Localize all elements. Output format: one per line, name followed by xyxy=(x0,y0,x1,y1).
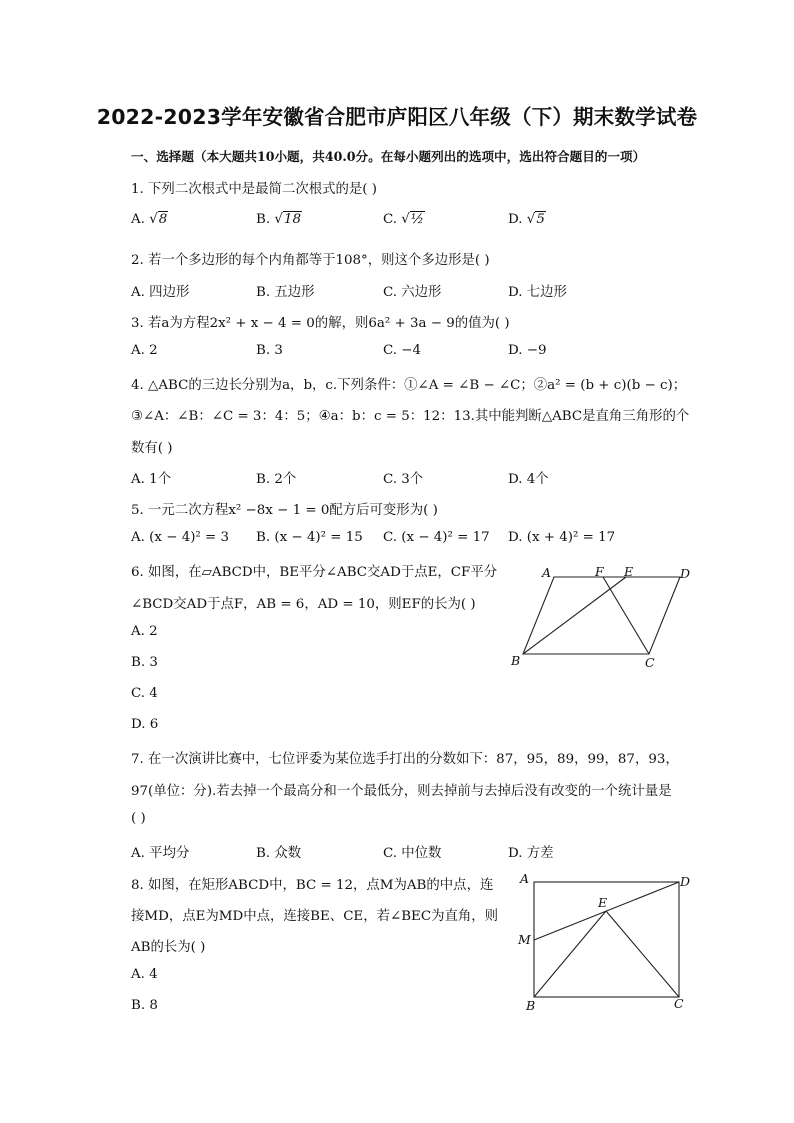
rectangle-figure xyxy=(512,870,712,1015)
q6-option-d: D. 6 xyxy=(131,717,159,732)
q4-option-b: B. 2个 xyxy=(256,472,297,487)
q3-option-a: A. 2 xyxy=(131,343,158,358)
question-7-line-2: 97(单位：分).若去掉一个最高分和一个最低分，则去掉前与去掉后没有改变的一个统计量是 xyxy=(131,784,672,799)
label-m: M xyxy=(518,932,531,947)
q1-option-c xyxy=(383,212,425,227)
q4-option-d: D. 4个 xyxy=(508,472,549,487)
label-a: A xyxy=(520,871,530,886)
question-4-line-2: ③∠A：∠B：∠C = 3：4：5；④a：b：c = 5：12：13.其中能判断△ABC是直角三角形的个 xyxy=(131,409,690,424)
question-4-line-1: 4. △ABC的三边长分别为a，b，c.下列条件：①∠A = ∠B − ∠C；②a² = (b + c)(b − c)； xyxy=(131,378,687,393)
label-a: A xyxy=(542,565,552,580)
q1-radicand-b: 18 xyxy=(283,212,301,227)
q5-option-c: C. (x − 4)² = 17 xyxy=(383,530,490,545)
q7-option-b: B. 众数 xyxy=(256,846,302,861)
q1-radicand-a: 8 xyxy=(158,212,168,227)
q3-option-c: C. −4 xyxy=(383,343,422,358)
question-1-stem: 1. 下列二次根式中是最简二次根式的是( ) xyxy=(131,182,377,197)
question-8-line-1: 8. 如图，在矩形ABCD中，BC = 12，点M为AB的中点，连 xyxy=(131,878,494,893)
label-b: B xyxy=(526,998,536,1013)
q4-option-c: C. 3个 xyxy=(383,472,424,487)
segment-cf xyxy=(603,577,649,654)
segment-ce xyxy=(606,911,679,997)
q6-option-c: C. 4 xyxy=(131,686,158,701)
question-6-line-2: ∠BCD交AD于点F，AB = 6，AD = 10，则EF的长为( ) xyxy=(131,597,476,612)
q1-option-b xyxy=(256,212,302,227)
q8-option-a: A. 4 xyxy=(131,967,158,982)
label-c: C xyxy=(645,655,655,670)
q1-option-a-label: A. xyxy=(131,212,145,227)
parallelogram-abcd xyxy=(523,577,680,654)
label-b: B xyxy=(511,653,521,668)
q7-option-a: A. 平均分 xyxy=(131,846,190,861)
q7-option-d: D. 方差 xyxy=(508,846,554,861)
q5-option-a: A. (x − 4)² = 3 xyxy=(131,530,230,545)
segment-be xyxy=(534,911,606,997)
sqrt-icon: √5 xyxy=(526,212,545,227)
page-title: 2022-2023学年安徽省合肥市庐阳区八年级（下）期末数学试卷 xyxy=(96,105,698,129)
label-d: D xyxy=(680,874,691,889)
q1-option-a xyxy=(131,212,168,227)
q1-radicand-d: 5 xyxy=(536,212,545,227)
q8-option-b: B. 8 xyxy=(131,998,158,1013)
q7-option-c: C. 中位数 xyxy=(383,846,442,861)
sqrt-icon: √½ xyxy=(401,212,424,227)
q1-option-d-label: D. xyxy=(508,212,523,227)
question-7-line-3: ( ) xyxy=(131,811,146,826)
sqrt-icon: √8 xyxy=(149,212,168,227)
q1-radicand-c: ½ xyxy=(410,212,424,227)
q1-option-d xyxy=(508,212,546,227)
question-7-line-1: 7. 在一次演讲比赛中，七位评委为某位选手打出的分数如下：87，95，89，99，87，93， xyxy=(131,752,679,767)
label-f: F xyxy=(595,564,604,579)
question-5-stem: 5. 一元二次方程x² −8x − 1 = 0配方后可变形为( ) xyxy=(131,503,438,518)
sqrt-icon: √18 xyxy=(274,212,301,227)
question-2-stem: 2. 若一个多边形的每个内角都等于108°，则这个多边形是( ) xyxy=(131,253,490,268)
q3-option-d: D. −9 xyxy=(508,343,547,358)
label-e: E xyxy=(598,895,608,910)
q1-option-c-label: C. xyxy=(383,212,398,227)
q6-option-b: B. 3 xyxy=(131,655,158,670)
label-e: E xyxy=(624,564,634,579)
question-8-line-3: AB的长为( ) xyxy=(131,940,206,955)
q1-option-b-label: B. xyxy=(256,212,271,227)
q2-option-c: C. 六边形 xyxy=(383,285,442,300)
question-4-line-3: 数有( ) xyxy=(131,441,173,456)
question-3-stem: 3. 若a为方程2x² + x − 4 = 0的解，则6a² + 3a − 9的值为( ) xyxy=(131,316,510,331)
question-6-line-1: 6. 如图，在▱ABCD中，BE平分∠ABC交AD于点E，CF平分 xyxy=(131,565,498,580)
q2-option-b: B. 五边形 xyxy=(256,285,315,300)
section-heading: 一、选择题（本大题共10小题，共40.0分。在每小题列出的选项中，选出符合题目的一项） xyxy=(131,149,646,164)
q5-option-d: D. (x + 4)² = 17 xyxy=(508,530,616,545)
parallelogram-figure xyxy=(500,560,710,675)
q2-option-a: A. 四边形 xyxy=(131,285,190,300)
q5-option-b: B. (x − 4)² = 15 xyxy=(256,530,363,545)
question-8-line-2: 接MD，点E为MD中点，连接BE、CE，若∠BEC为直角，则 xyxy=(131,909,499,924)
label-c: C xyxy=(674,996,684,1011)
q2-option-d: D. 七边形 xyxy=(508,285,567,300)
q3-option-b: B. 3 xyxy=(256,343,283,358)
label-d: D xyxy=(680,566,691,581)
q4-option-a: A. 1个 xyxy=(131,472,172,487)
q6-option-a: A. 2 xyxy=(131,624,158,639)
